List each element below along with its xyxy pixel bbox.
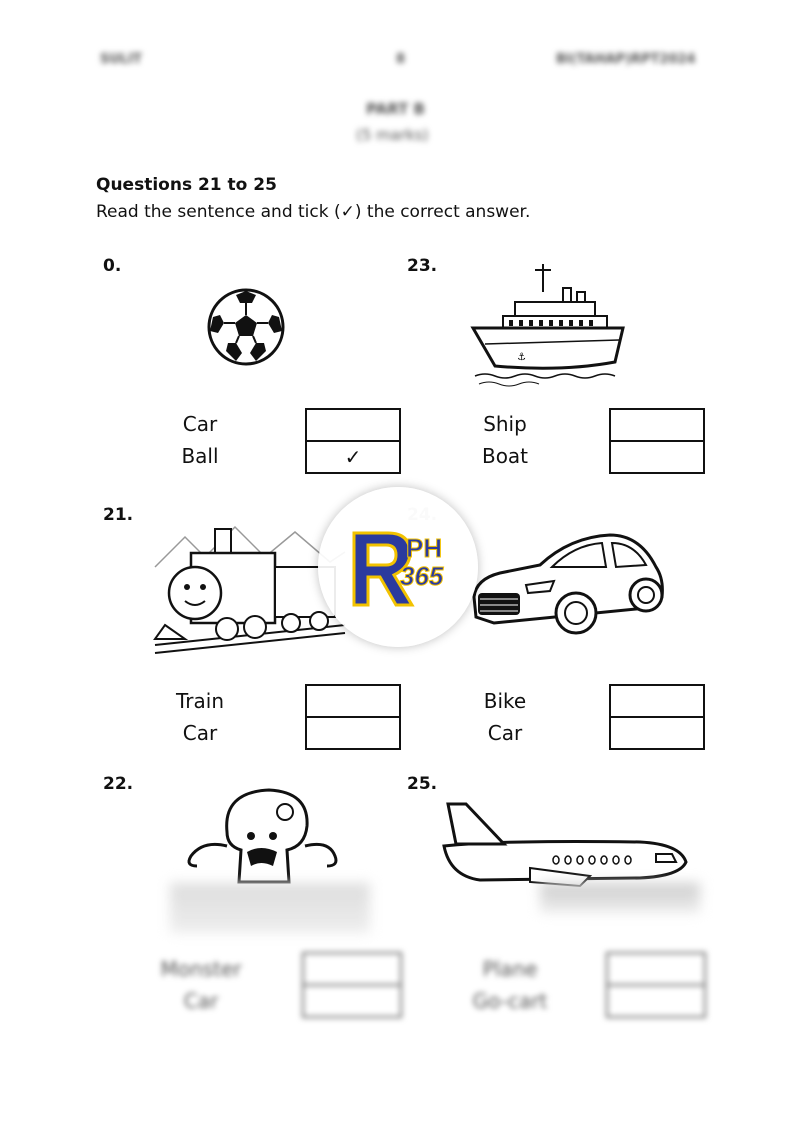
ship-picture bbox=[465, 262, 630, 390]
logo-text-365: 365 bbox=[400, 561, 444, 591]
soccer-ball-picture bbox=[206, 287, 286, 367]
answer-checkbox[interactable] bbox=[611, 442, 703, 472]
answer-checkbox[interactable] bbox=[304, 954, 400, 986]
answer-box bbox=[609, 684, 705, 750]
car-picture bbox=[470, 527, 666, 645]
option-label: Go-cart bbox=[472, 989, 548, 1013]
answer-box bbox=[305, 408, 401, 474]
blurred-picture-bottom bbox=[540, 883, 700, 913]
questions-heading: Questions 21 to 25 bbox=[96, 175, 277, 195]
answer-checkbox[interactable] bbox=[611, 410, 703, 442]
blurred-picture-bottom bbox=[170, 883, 370, 933]
option-label: Boat bbox=[481, 444, 529, 468]
header-page-number: 8 bbox=[396, 52, 406, 67]
svg-text:⚓: ⚓ bbox=[517, 352, 526, 363]
question-number: 0. bbox=[103, 256, 122, 276]
answer-checkbox[interactable] bbox=[304, 986, 400, 1016]
option-label: Bike bbox=[483, 689, 527, 713]
watermark-logo bbox=[318, 487, 478, 647]
option-label: Car bbox=[487, 721, 523, 745]
header-left: SULIT bbox=[100, 52, 142, 67]
answer-checkbox[interactable] bbox=[608, 954, 704, 986]
logo-text-ph: PH bbox=[406, 533, 443, 563]
option-label: Ship bbox=[483, 412, 527, 436]
question-number: 25. bbox=[407, 774, 438, 794]
part-marks: (5 marks) bbox=[356, 126, 429, 144]
train-picture bbox=[155, 517, 345, 657]
answer-checkbox[interactable] bbox=[608, 986, 704, 1016]
instruction-text: Read the sentence and tick (✓) the correct answer. bbox=[96, 202, 531, 222]
option-label: Car bbox=[183, 989, 219, 1013]
plane-picture bbox=[440, 802, 690, 886]
logo-r-icon bbox=[318, 487, 478, 647]
answer-box bbox=[606, 952, 706, 1018]
answer-checkbox[interactable] bbox=[307, 718, 399, 748]
answer-checkbox[interactable] bbox=[307, 686, 399, 718]
option-label: Ball bbox=[181, 444, 219, 468]
question-number: 23. bbox=[407, 256, 438, 276]
question-number: 21. bbox=[103, 505, 134, 525]
option-label: Car bbox=[182, 412, 218, 436]
answer-checkbox-ticked[interactable]: ✓ bbox=[344, 445, 362, 469]
question-number: 22. bbox=[103, 774, 134, 794]
monster-picture bbox=[183, 786, 343, 882]
answer-checkbox[interactable] bbox=[611, 686, 703, 718]
answer-box bbox=[305, 684, 401, 750]
answer-box bbox=[609, 408, 705, 474]
answer-checkbox[interactable] bbox=[307, 410, 399, 442]
option-label: Train bbox=[176, 689, 224, 713]
answer-checkbox[interactable] bbox=[611, 718, 703, 748]
header-right: BI(TAHAP)RPT2024 bbox=[556, 52, 696, 67]
option-label: Plane bbox=[482, 957, 538, 981]
answer-box bbox=[302, 952, 402, 1018]
option-label: Car bbox=[182, 721, 218, 745]
option-label: Monster bbox=[160, 957, 242, 981]
part-title: PART B bbox=[366, 100, 425, 118]
